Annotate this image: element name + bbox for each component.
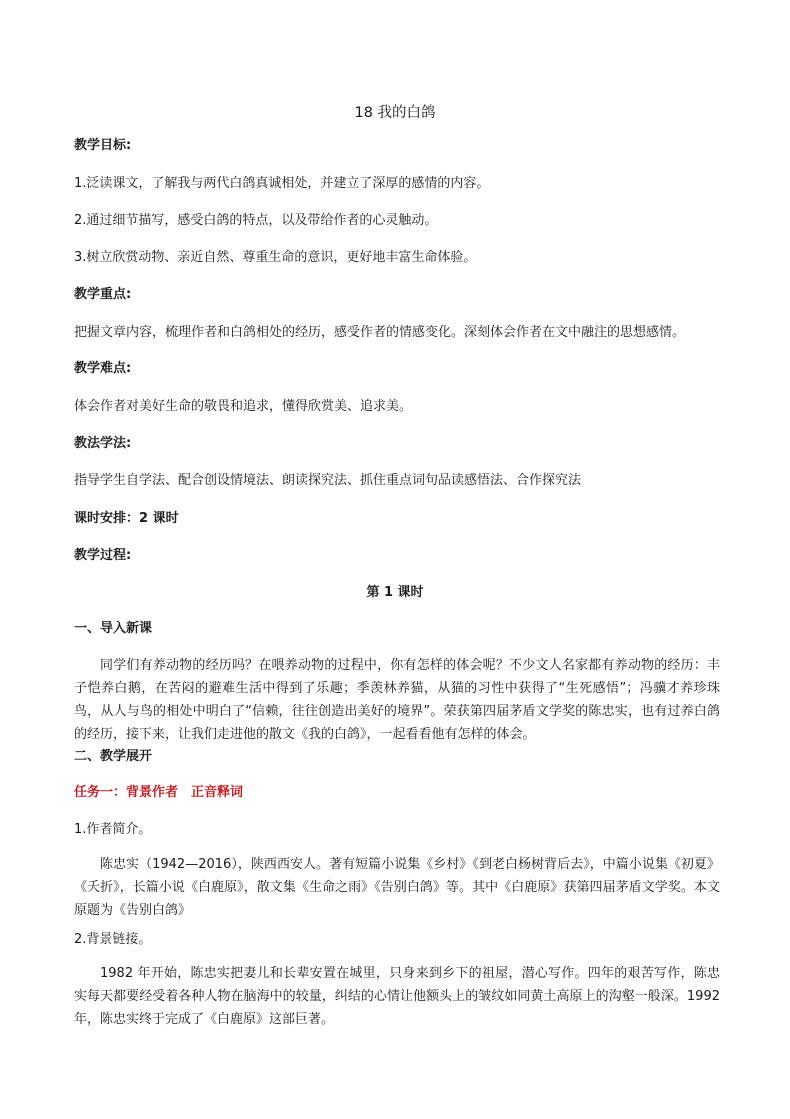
difficulty-heading: 教学难点: (74, 361, 132, 376)
process-heading: 教学过程: (74, 548, 132, 563)
difficulty-text: 体会作者对美好生命的敬畏和追求，懂得欣赏美、追求美。 (74, 399, 413, 414)
background-paragraph: 1982 年开始，陈忠实把妻儿和长辈安置在城里，只身来到乡下的祖屋，潜心写作。四年的艰苦写作，陈忠实每天都要经受着各种人物在脑海中的较量，纠结的心情让他额头上的皱纹如同黄土高原上的沟壑一般深。1992 年，陈忠实终于完成了《白鹿原》这部巨著。 (74, 966, 720, 1027)
method-heading: 教法学法: (74, 436, 132, 451)
author-paragraph: 陈忠实（1942—2016），陕西西安人。著有短篇小说集《乡村》《到老白杨树背后去》，中篇小说集《初夏》《夭折》，长篇小说《白鹿原》，散文集《生命之雨》《告别白鸽》等。其中《白鹿原》获第四届茅盾文学奖。本文原题为《告别白鸽》 (74, 857, 720, 918)
goal-item-2: 2.通过细节描写，感受白鸽的特点，以及带给作者的心灵触动。 (74, 213, 438, 228)
key-points-text: 把握文章内容，梳理作者和白鸽相处的经历，感受作者的情感变化。深刻体会作者在文中融注的思想感情。 (74, 325, 686, 340)
author-heading: 1.作者简介。 (74, 822, 152, 837)
section-heading-intro: 一、导入新课 (74, 621, 153, 636)
lesson-title: 第 1 课时 (366, 585, 424, 600)
goal-item-1: 1.泛读课文，了解我与两代白鸽真诚相处，并建立了深厚的感情的内容。 (74, 176, 490, 191)
schedule-text: 课时安排：2 课时 (74, 511, 179, 526)
method-text: 指导学生自学法、配合创设情境法、朗读探究法、抓住重点词句品读感悟法、合作探究法 (74, 473, 582, 488)
task-heading: 任务一：背景作者 正音释词 (74, 785, 244, 800)
page-title: 18 我的白鸽 (354, 105, 436, 121)
section-heading-teaching: 二、教学展开 (74, 749, 153, 764)
key-points-heading: 教学重点: (74, 287, 132, 302)
intro-paragraph: 同学们有养动物的经历吗？在喂养动物的过程中，你有怎样的体会呢？不少文人名家都有养动物的经历：丰子恺养白鹅，在苦闷的避难生活中得到了乐趣；季羡林养猫，从猫的习性中获得了“生死感悟”；冯骥才养珍珠鸟，从人与鸟的相处中明白了“信赖，往往创造出美好的境界”。荣获第四届茅盾文学奖的陈忠实，也有过养白鸽的经历，接下来，让我们走进他的散文《我的白鸽》，一起看看他有怎样的体会。 (74, 658, 720, 742)
background-heading: 2.背景链接。 (74, 932, 152, 947)
goals-heading: 教学目标: (74, 138, 132, 153)
goal-item-3: 3.树立欣赏动物、亲近自然、尊重生命的意识，更好地丰富生命体验。 (74, 250, 477, 265)
